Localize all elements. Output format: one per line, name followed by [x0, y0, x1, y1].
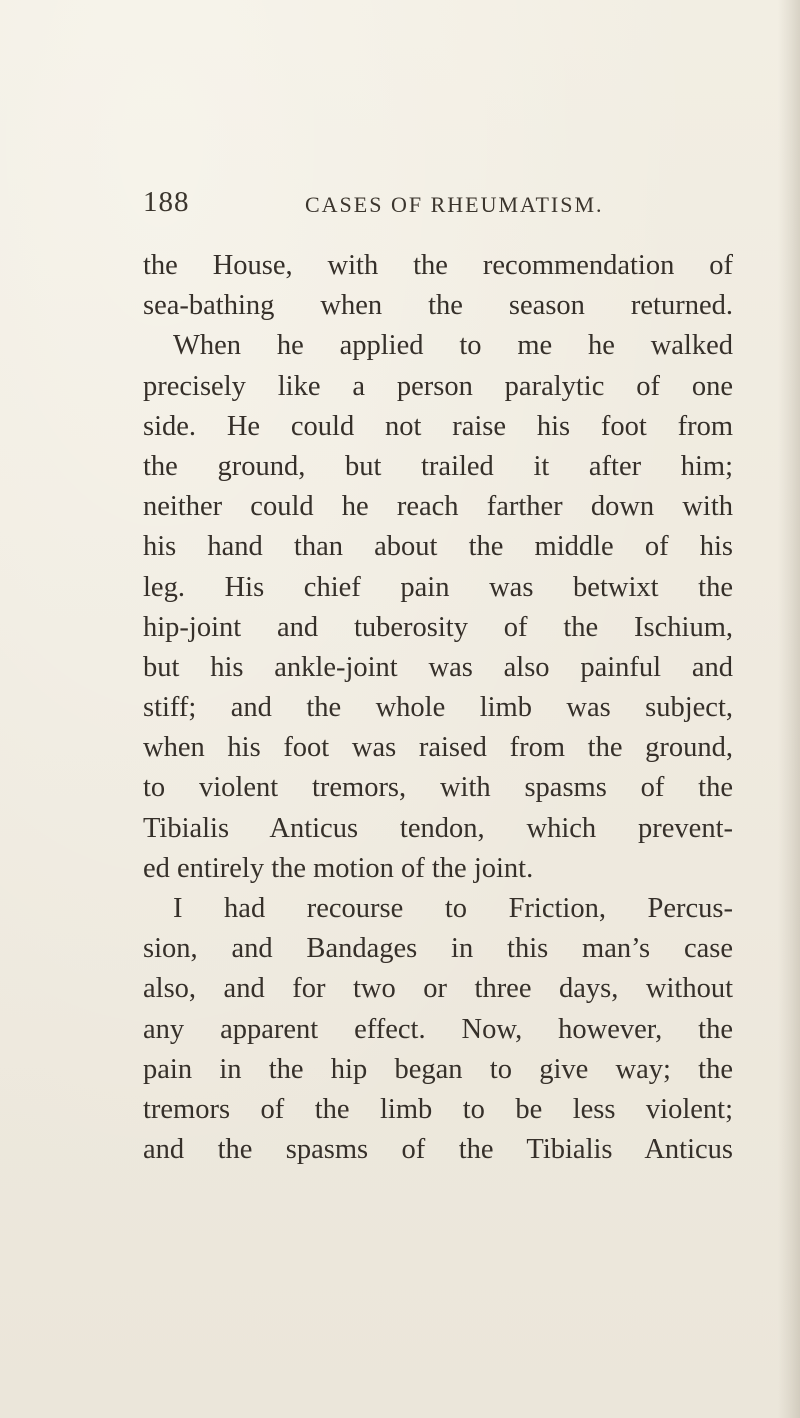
text-line: any apparent effect. Now, however, the [143, 1013, 733, 1045]
text-line: precisely like a person paralytic of one [143, 370, 733, 402]
text-line: the ground, but trailed it after him; [143, 450, 733, 482]
text-line: leg. His chief pain was betwixt the [143, 571, 733, 603]
running-head [143, 186, 663, 226]
text-line: also, and for two or three days, without [143, 973, 733, 1005]
text-line: to violent tremors, with spasms of the [143, 772, 733, 804]
text-line: Tibialis Anticus tendon, which prevent- [143, 812, 733, 844]
text-line: stiff; and the whole limb was subject, [143, 692, 733, 724]
text-line: his hand than about the middle of his [143, 531, 733, 563]
body-text [143, 246, 733, 1170]
running-head-title: CASES OF RHEUMATISM. [305, 192, 604, 217]
text-line: the House, with the recommendation of [143, 250, 733, 281]
text-line: sion, and Bandages in this man’s case [143, 933, 733, 965]
text-line: pain in the hip began to give way; the [143, 1053, 733, 1085]
page-number: 188 [143, 186, 190, 218]
text-line: sea-bathing when the season returned. [143, 290, 733, 322]
text-line: I had recourse to Friction, Percus- [173, 893, 733, 924]
text-line: tremors of the limb to be less violent; [143, 1093, 733, 1125]
text-line: but his ankle-joint was also painful and [143, 651, 733, 683]
text-line: when his foot was raised from the ground, [143, 732, 733, 764]
text-line: ed entirely the motion of the joint. [143, 852, 534, 884]
text-line: hip-joint and tuberosity of the Ischium, [143, 611, 733, 643]
text-line: neither could he reach farther down with [143, 491, 733, 523]
page-edge-shadow [778, 0, 800, 1418]
text-line: and the spasms of the Tibialis Anticus [143, 1134, 733, 1166]
text-line: When he applied to me he walked [173, 330, 733, 362]
text-line: side. He could not raise his foot from [143, 410, 733, 442]
